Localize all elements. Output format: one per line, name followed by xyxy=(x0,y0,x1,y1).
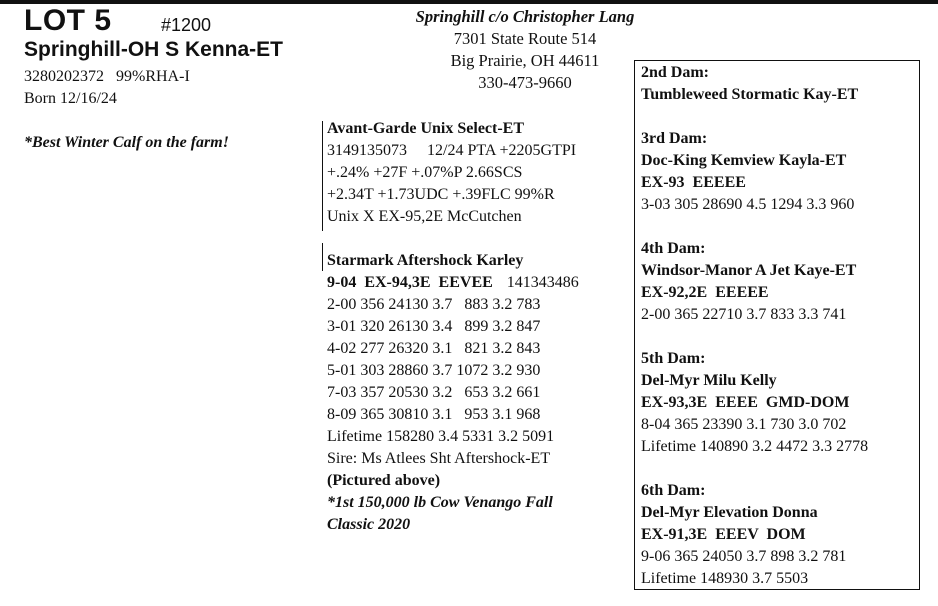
registration-line: 3280202372 99%RHA-I xyxy=(24,68,190,85)
sire-block xyxy=(327,118,576,228)
sire-divider xyxy=(322,121,323,231)
third-dam xyxy=(641,128,854,216)
dam-record: 5-01 303 28860 3.7 1072 3.2 930 xyxy=(327,362,541,379)
fifth-dam xyxy=(641,348,868,458)
third-dam-classification: EX-93 EEEEE xyxy=(641,174,746,191)
third-dam-name: Doc-King Kemview Kayla-ET xyxy=(641,152,847,169)
lot-label: LOT 5 xyxy=(24,4,112,37)
owner-address-1: 7301 State Route 514 xyxy=(453,29,597,48)
dam-record: 7-03 357 20530 3.2 653 3.2 661 xyxy=(327,384,541,401)
top-rule xyxy=(0,0,938,4)
sire-info-line: +.24% +27F +.07%P 2.66SCS xyxy=(327,164,523,181)
sixth-dam-lifetime: Lifetime 148930 3.7 5503 xyxy=(641,570,809,587)
fourth-dam-record: 2-00 365 22710 3.7 833 3.3 741 xyxy=(641,306,847,323)
birth-date: Born 12/16/24 xyxy=(24,90,117,107)
lot-note: *Best Winter Calf on the farm! xyxy=(24,134,229,151)
owner-phone: 330-473-9660 xyxy=(478,73,572,92)
cow-name: Springhill-OH S Kenna-ET xyxy=(24,38,284,61)
fourth-dam-classification: EX-92,2E EEEEE xyxy=(641,284,769,301)
dam-record: 3-01 320 26130 3.4 899 3.2 847 xyxy=(327,318,541,335)
fifth-dam-name: Del-Myr Milu Kelly xyxy=(641,372,777,389)
dam-registration: 141343486 xyxy=(506,274,579,291)
sire-info-line: +2.34T +1.73UDC +.39FLC 99%R xyxy=(327,186,555,203)
dam-lifetime: Lifetime 158280 3.4 5331 3.2 5091 xyxy=(327,428,555,445)
owner-name: Springhill c/o Christopher Lang xyxy=(415,7,635,26)
lot-number: #1200 xyxy=(161,15,212,35)
sire-info-line: 3149135073 12/24 PTA +2205GTPI xyxy=(327,142,577,159)
dam-classification: 9-04 EX-94,3E EEVEE xyxy=(327,274,493,291)
sixth-dam xyxy=(641,480,846,590)
sixth-dam-name: Del-Myr Elevation Donna xyxy=(641,504,818,521)
owner-address-2: Big Prairie, OH 44611 xyxy=(450,51,600,70)
fourth-dam-label: 4th Dam: xyxy=(641,240,706,257)
fifth-dam-lifetime: Lifetime 140890 3.2 4472 3.3 2778 xyxy=(641,438,869,455)
dam-block xyxy=(327,250,579,536)
dam-name: Starmark Aftershock Karley xyxy=(327,252,524,269)
dam-class-row xyxy=(327,272,579,294)
fourth-dam-name: Windsor-Manor A Jet Kaye-ET xyxy=(641,262,857,279)
pictured-note: (Pictured above) xyxy=(327,472,441,489)
second-dam-name: Tumbleweed Stormatic Kay-ET xyxy=(641,86,859,103)
second-dam-label: 2nd Dam: xyxy=(641,64,710,81)
sixth-dam-classification: EX-91,3E EEEV DOM xyxy=(641,526,806,543)
sixth-dam-record: 9-06 365 24050 3.7 898 3.2 781 xyxy=(641,548,847,565)
second-dam xyxy=(641,62,858,106)
dam-note-line-2: Classic 2020 xyxy=(327,516,411,533)
fourth-dam xyxy=(641,238,856,326)
dam-record: 4-02 277 26320 3.1 821 3.2 843 xyxy=(327,340,541,357)
third-dam-label: 3rd Dam: xyxy=(641,130,708,147)
dam-note-line-1: *1st 150,000 lb Cow Venango Fall xyxy=(327,494,553,511)
dam-record: 8-09 365 30810 3.1 953 3.1 968 xyxy=(327,406,541,423)
sixth-dam-label: 6th Dam: xyxy=(641,482,706,499)
fifth-dam-record: 8-04 365 23390 3.1 730 3.0 702 xyxy=(641,416,847,433)
dam-record: 2-00 356 24130 3.7 883 3.2 783 xyxy=(327,296,541,313)
sire-info-line: Unix X EX-95,2E McCutchen xyxy=(327,208,522,225)
dam-sire: Sire: Ms Atlees Sht Aftershock-ET xyxy=(327,450,551,467)
fifth-dam-label: 5th Dam: xyxy=(641,350,706,367)
third-dam-record: 3-03 305 28690 4.5 1294 3.3 960 xyxy=(641,196,855,213)
fifth-dam-classification: EX-93,3E EEEE GMD-DOM xyxy=(641,394,850,411)
dam-divider xyxy=(322,243,323,271)
sire-name: Avant-Garde Unix Select-ET xyxy=(327,120,525,137)
